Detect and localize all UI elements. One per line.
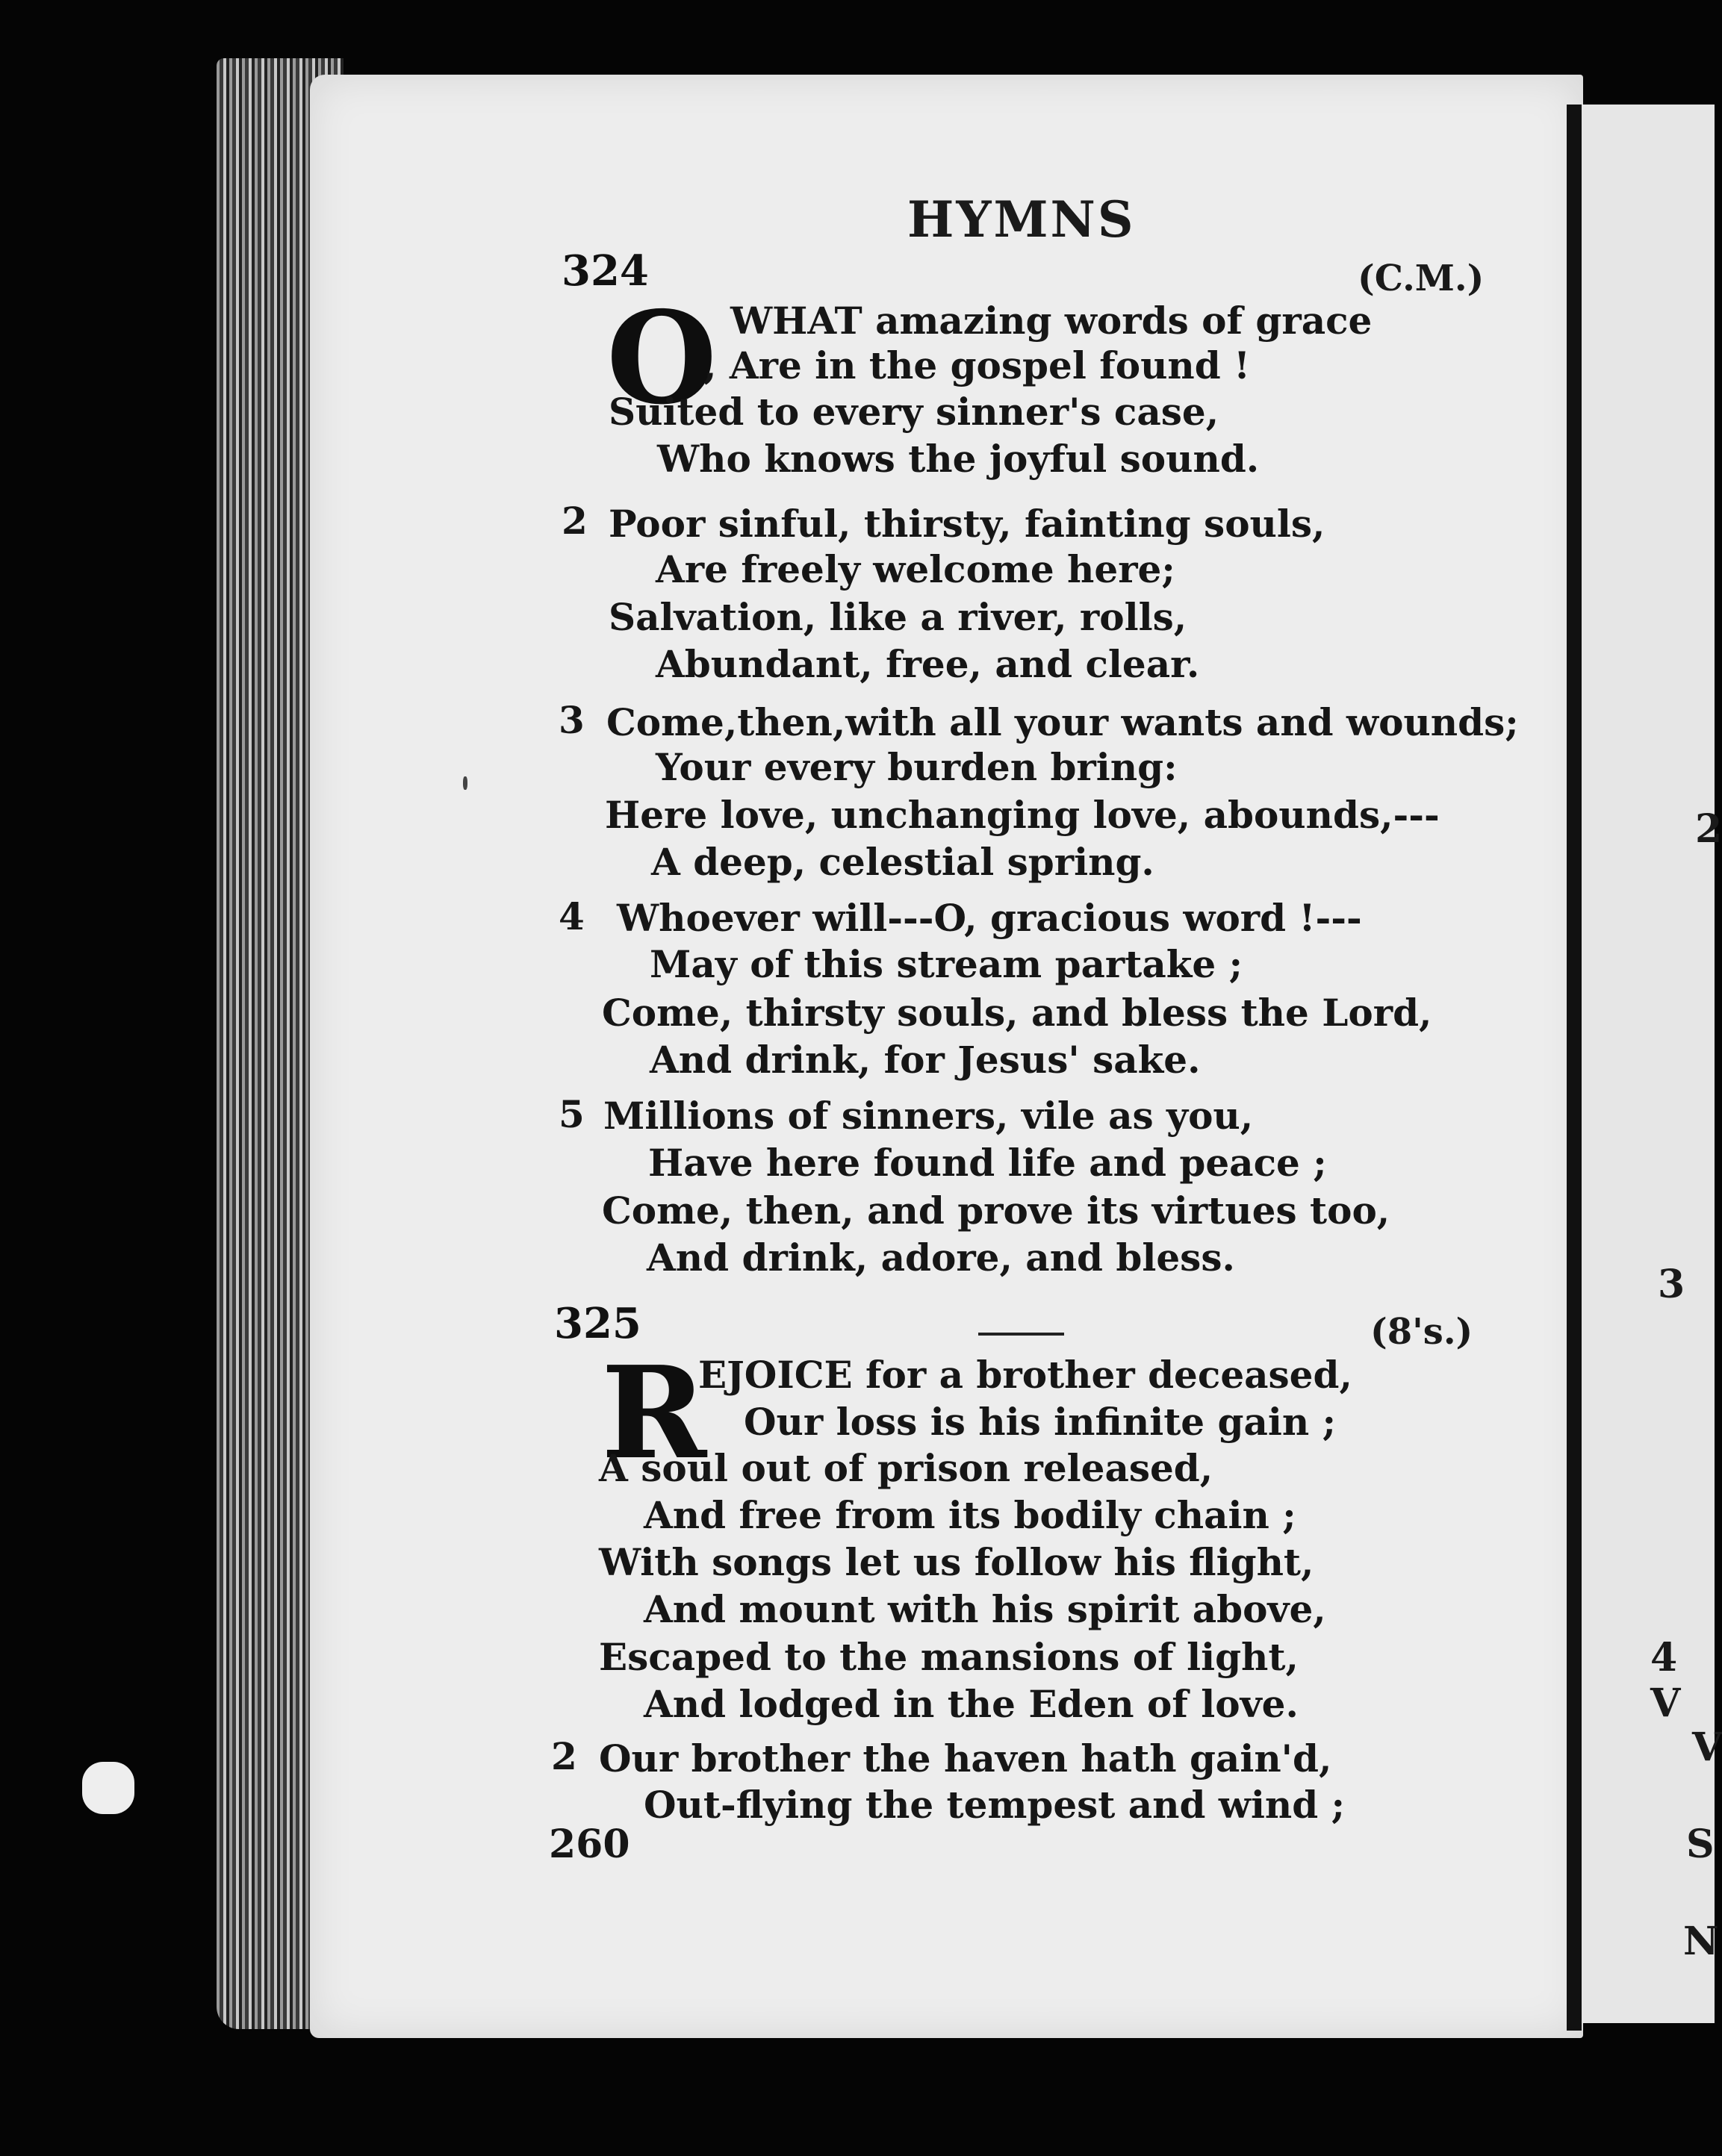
page-number: 260: [549, 1822, 630, 1867]
hymn-line: Come, then, and prove its virtues too,: [602, 1188, 1390, 1233]
drop-cap: O: [606, 284, 718, 433]
hymn-line: EJOICE for a brother deceased,: [698, 1353, 1352, 1397]
hymn-line: Abundant, free, and clear.: [656, 642, 1200, 686]
verse-number: 2: [551, 1734, 577, 1778]
book-gutter: [1567, 105, 1582, 2031]
verse-number: 3: [559, 698, 585, 742]
hymn-meter: (C.M.): [1358, 258, 1485, 299]
hymn-line: Our loss is his infinite gain ;: [744, 1400, 1337, 1444]
hymn-line: , Are in the gospel found !: [703, 343, 1251, 387]
hymn-line: Our brother the haven hath gain'd,: [599, 1736, 1332, 1780]
hymn-line: Your every burden bring:: [656, 745, 1178, 789]
verse-number: 4: [559, 894, 585, 938]
running-head: HYMNS: [907, 190, 1136, 249]
paper-speck: [463, 776, 467, 790]
hymn-line: Are freely welcome here;: [656, 547, 1175, 591]
hymn-line: And free from its bodily chain ;: [644, 1493, 1296, 1537]
hymn-number: 325: [554, 1299, 641, 1348]
facing-page-fragment: N: [1683, 1919, 1719, 1964]
hymn-line: Suited to every sinner's case,: [609, 390, 1219, 434]
section-rule: [978, 1333, 1064, 1336]
hymn-number: 324: [562, 246, 649, 296]
hymn-line: Come,then,with all your wants and wounds;: [606, 700, 1519, 744]
hymn-line: A deep, celestial spring.: [651, 840, 1154, 884]
hymn-line: May of this stream partake ;: [650, 942, 1243, 986]
hymn-line: And drink, for Jesus' sake.: [650, 1038, 1201, 1082]
hymn-line: And lodged in the Eden of love.: [644, 1682, 1299, 1726]
hymn-line: Come, thirsty souls, and bless the Lord,: [602, 991, 1432, 1035]
hymn-line: Whoever will---O, gracious word !---: [617, 896, 1362, 940]
hymn-line: A soul out of prison released,: [599, 1446, 1213, 1490]
hymn-line: With songs let us follow his flight,: [599, 1540, 1314, 1584]
hymn-line: And mount with his spirit above,: [644, 1587, 1326, 1631]
hymn-line: Millions of sinners, vile as you,: [603, 1094, 1254, 1138]
hymn-line: Escaped to the mansions of light,: [599, 1635, 1299, 1679]
facing-page-fragment: 3: [1658, 1262, 1685, 1307]
facing-page-fragment: S: [1686, 1822, 1715, 1867]
hymn-line: Have here found life and peace ;: [648, 1141, 1327, 1185]
facing-page-fragment: 2: [1695, 806, 1722, 852]
hymn-line: Salvation, like a river, rolls,: [609, 595, 1187, 639]
hymn-line: And drink, adore, and bless.: [647, 1236, 1235, 1280]
hymn-line: WHAT amazing words of grace: [730, 299, 1373, 343]
verse-number: 2: [562, 499, 588, 543]
verse-number: 5: [559, 1092, 585, 1136]
hymn-line: Who knows the joyful sound.: [657, 437, 1260, 481]
hymn-meter: (8's.): [1370, 1311, 1473, 1353]
paper-speck: [82, 1762, 134, 1814]
facing-page-fragment: 4 V: [1650, 1635, 1681, 1726]
hymn-line: Out-flying the tempest and wind ;: [644, 1783, 1346, 1827]
facing-page: [1582, 105, 1722, 2023]
drop-cap: R: [601, 1339, 707, 1488]
facing-page-fragment: V: [1692, 1725, 1722, 1770]
hymn-line: Poor sinful, thirsty, fainting souls,: [609, 502, 1325, 546]
hymn-line: Here love, unchanging love, abounds,---: [605, 793, 1440, 837]
